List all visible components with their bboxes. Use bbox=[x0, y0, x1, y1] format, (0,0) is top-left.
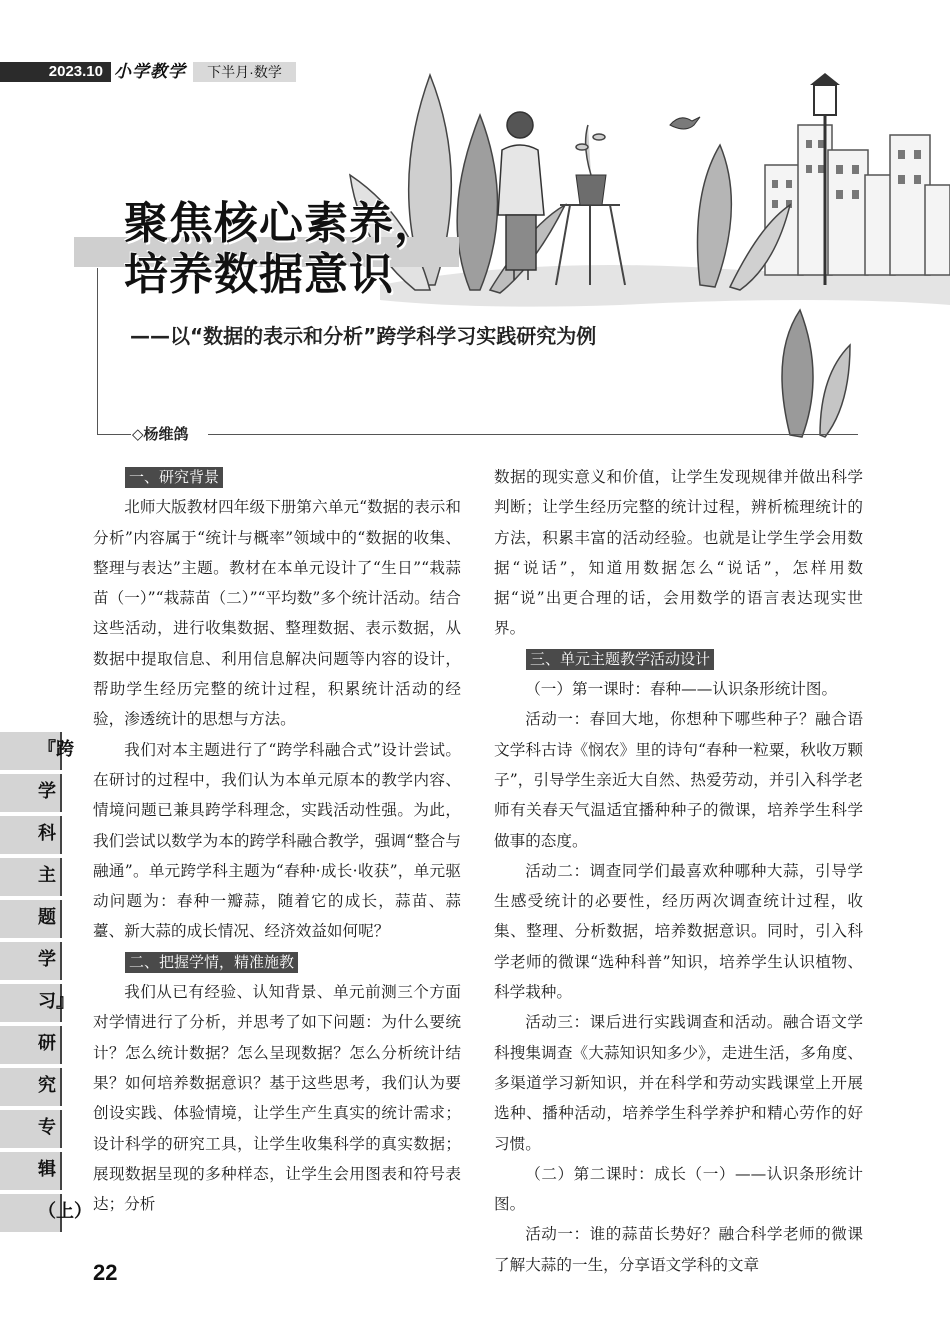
side-tab-item: 学 bbox=[0, 774, 62, 812]
section-heading-1: 一、研究背景 bbox=[125, 467, 223, 488]
issue-date: 2023.10 bbox=[0, 62, 111, 82]
frame-line bbox=[97, 268, 98, 434]
side-tab-item: 研 bbox=[0, 1026, 62, 1064]
page-number: 22 bbox=[93, 1260, 118, 1285]
article-subtitle: ——以“数据的表示和分析”跨学科学习实践研究为例 bbox=[130, 324, 597, 348]
paragraph: 活动一：谁的蒜苗长势好？融合科学老师的微课了解大蒜的一生，分享语文学科的文章 bbox=[494, 1225, 863, 1274]
paragraph: 北师大版教材四年级下册第六单元“数据的表示和分析”内容属于“统计与概率”领域中的“数据的收集、整理与表达”主题。教材在本单元设计了“生日”“栽蒜苗（一）”“栽蒜苗（二）”“平均数”多个统计活动。结合这些活动，进行收集数据、整理数据、表示数据，从数据中提取信息、利用信息解决问题等内容的设计，帮助学生经历完整的统计过程，积累统计活动的经验，渗透统计的思想与方法。 bbox=[93, 498, 461, 729]
paragraph: 活动二：调查同学们最喜欢种哪种大蒜，引导学生感受统计的必要性，经历两次调查统计过程，收集、整理、分析数据，培养数据意识。同时，引入科学老师的微课“选种科普”知识，培养学生认识植物、科学栽种。 bbox=[494, 861, 863, 1002]
side-tab-item: 专 bbox=[0, 1110, 62, 1148]
paragraph: 活动三：课后进行实践调查和活动。融合语文学科搜集调查《大蒜知识知多少》，走进生活，多角度、多渠道学习新知识，并在科学和劳动实践课堂上开展选种、播种活动，培养学生科学养护和精心劳作的好习惯。 bbox=[494, 1013, 863, 1153]
side-tab-item: 习』 bbox=[0, 984, 62, 1022]
paragraph: （一）第一课时：春种——认识条形统计图。 bbox=[525, 680, 838, 699]
side-tab-item: 题 bbox=[0, 900, 62, 938]
left-column bbox=[93, 462, 461, 1219]
paragraph: （二）第二课时：成长（一）——认识条形统计图。 bbox=[494, 1164, 863, 1214]
side-tab-item: 究 bbox=[0, 1068, 62, 1106]
side-tab-item: 辑 bbox=[0, 1152, 62, 1190]
title-line-2: 培养数据意识 bbox=[124, 249, 394, 300]
paragraph: 我们从已有经验、认知背景、单元前测三个方面对学情进行了分析，并思考了如下问题：为什么要统计？怎么统计数据？怎么呈现数据？怎么分析统计结果？如何培养数据意识？基于这些思考，我们认为要创设实践、体验情境，让学生产生真实的统计需求；设计科学的研究工具，让学生收集科学的真实数据；展现数据呈现的多种样态，让学生会用图表和符号表达；分析 bbox=[93, 983, 461, 1214]
article-title bbox=[124, 198, 439, 300]
paragraph: 活动一：春回大地，你想种下哪些种子？融合语文学科古诗《悯农》里的诗句“春种一粒粟，秋收万颗子”，引导学生亲近大自然、热爱劳动，并引入科学老师有关春天气温适宜播种种子的微课，培养学生科学做事的态度。 bbox=[494, 710, 863, 850]
right-column bbox=[494, 462, 863, 1280]
author-name: ◇杨维鸽 bbox=[132, 425, 189, 443]
section-label: 下半月·数学 bbox=[193, 62, 296, 82]
side-tab-item: 主 bbox=[0, 858, 62, 896]
side-tab-item: （上） bbox=[0, 1194, 62, 1232]
paragraph: 我们对本主题进行了“跨学科融合式”设计尝试。在研讨的过程中，我们认为本单元原本的教学内容、情境问题已兼具跨学科理念，实践活动性强。为此，我们尝试以数学为本的跨学科融合教学，强调“整合与融通”。单元跨学科主题为“春种·成长·收获”，单元驱动问题为：春种一瓣蒜，随着它的成长，蒜苗、蒜薹、新大蒜的成长情况、经济效益如何呢？ bbox=[93, 740, 461, 941]
section-heading-3: 三、单元主题教学活动设计 bbox=[526, 649, 714, 670]
paragraph: 数据的现实意义和价值，让学生发现规律并做出科学判断；让学生经历完整的统计过程，辨析梳理统计的方法，积累丰富的活动经验。也就是让学生学会用数据“说话”，知道用数据怎么“说话”，怎样用数据“说”出更合理的话，会用数学的语言表达现实世界。 bbox=[494, 468, 863, 638]
frame-line bbox=[97, 434, 131, 435]
side-tab-item: 『跨 bbox=[0, 732, 62, 770]
side-tab-item: 学 bbox=[0, 942, 62, 980]
magazine-name: 小学教学 bbox=[114, 62, 186, 82]
title-line-1: 聚焦核心素养， bbox=[124, 198, 439, 249]
frame-line bbox=[208, 434, 858, 435]
side-tab bbox=[0, 732, 92, 1236]
side-tab-item: 科 bbox=[0, 816, 62, 854]
section-heading-2: 二、把握学情，精准施教 bbox=[125, 952, 298, 973]
